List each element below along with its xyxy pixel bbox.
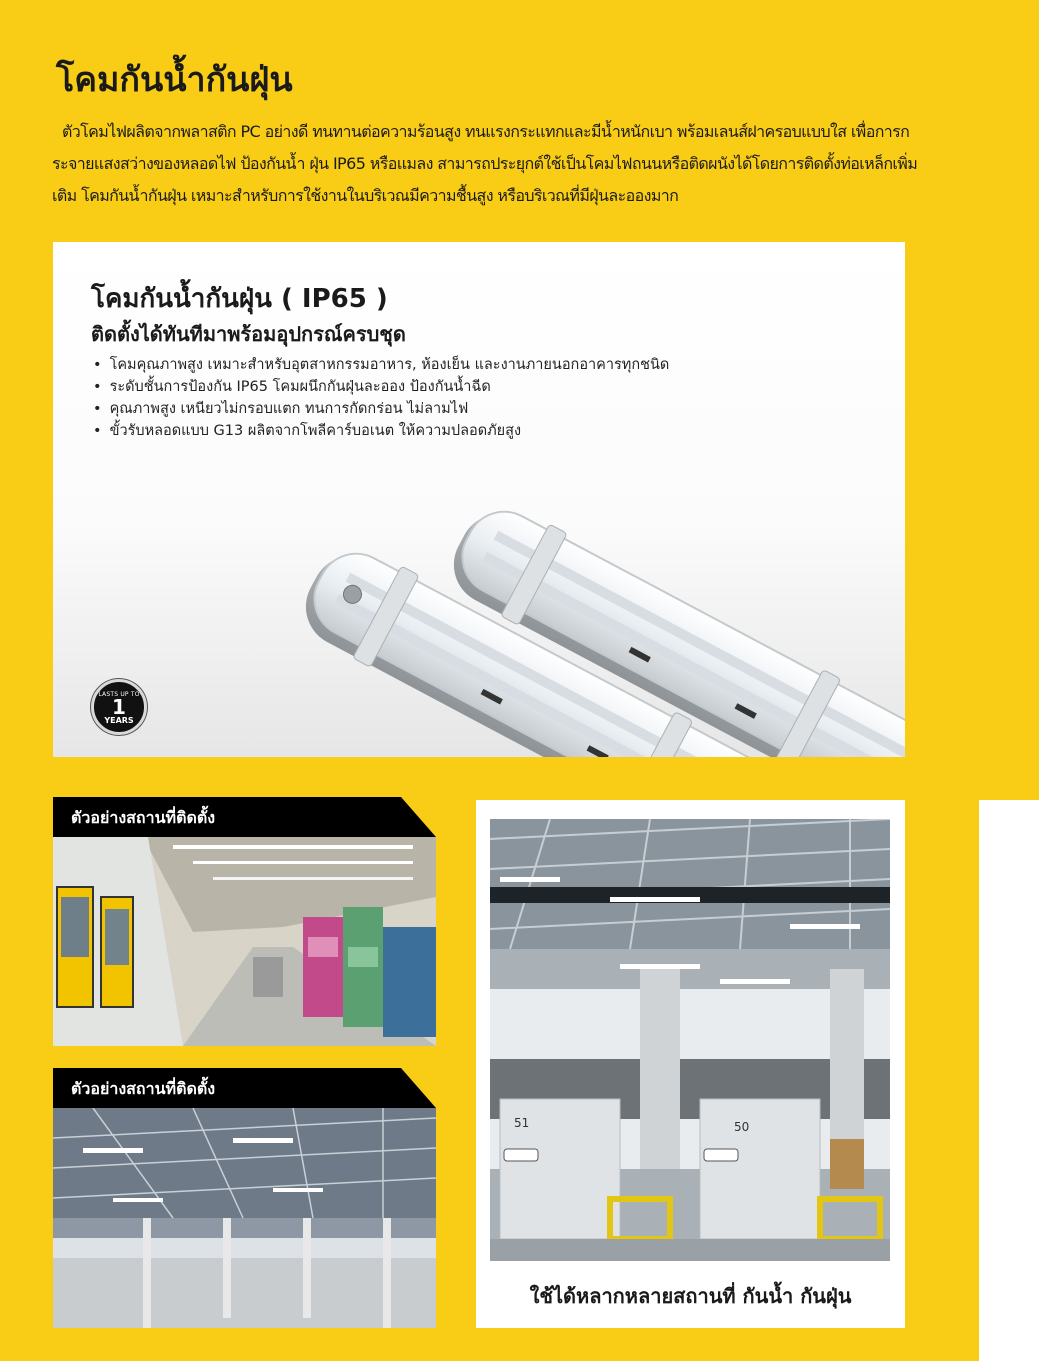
feature-list (93, 354, 669, 442)
feature-item: • ระดับชั้นการป้องกัน IP65 โคมผนึกกันฝุ่นละออง ป้องกันน้ำฉีด (93, 376, 669, 398)
example-section-factory (53, 797, 436, 1046)
product-card (53, 242, 905, 757)
intro-paragraph: ตัวโคมไฟผลิตจากพลาสติก PC อย่างดี ทนทานต่อความร้อนสูง ทนแรงกระแทกและมีน้ำหนักเบา พร้อมเลนส์ฝาครอบแบบใส เพื่อการกระจายแสงสว่างของหลอดไฟ ป้องกันน้ำ ฝุ่น IP65 หรือแมลง สามารถประยุกต์ใช้เป็นโคมไฟถนนหรือติดผนังได้โดยการติดตั้งท่อเหล็กเพิ่มเติม โคมกันน้ำกันฝุ่น เหมาะสำหรับการใช้งานในบริเวณมีความชื้นสูง หรือบริเวณที่มีฝุ่นละอองมาก (52, 122, 918, 205)
badge-bottom-text: YEARS (104, 716, 134, 725)
warranty-badge (91, 679, 147, 735)
feature-item: • โคมคุณภาพสูง เหมาะสำหรับอุตสาหกรรมอาหาร, ห้องเย็น และงานภายนอกอาคารทุกชนิด (93, 354, 669, 376)
badge-number: 1 (112, 695, 126, 719)
badge-top-text: LASTS UP TO (98, 691, 140, 698)
section-label: ตัวอย่างสถานที่ติดตั้ง (71, 808, 216, 827)
product-subtitle: ติดตั้งได้ทันทีมาพร้อมอุปกรณ์ครบชุด (91, 322, 406, 346)
example-section-hall (53, 1068, 436, 1328)
dock-number: 50 (734, 1120, 750, 1134)
loading-dock-panel (476, 800, 905, 1328)
section-banner (53, 1068, 436, 1108)
section-label: ตัวอย่างสถานที่ติดตั้ง (71, 1079, 216, 1098)
product-title: โคมกันน้ำกันฝุ่น ( IP65 ) (91, 284, 388, 314)
hall-photo (53, 1108, 436, 1328)
edge-strip (979, 800, 1039, 1361)
page-title: โคมกันน้ำกันฝุ่น (56, 60, 293, 100)
dock-caption: ใช้ได้หลากหลายสถานที่ กันน้ำ กันฝุ่น (529, 1284, 852, 1308)
loading-dock-photo (490, 819, 890, 1261)
factory-photo (53, 837, 436, 1046)
feature-item: • คุณภาพสูง เหนียวไม่กรอบแตก ทนการกัดกร่อน ไม่ลามไฟ (93, 398, 669, 420)
dock-number: 51 (514, 1116, 530, 1130)
section-banner (53, 797, 436, 837)
feature-item: • ขั้วรับหลอดแบบ G13 ผลิตจากโพลีคาร์บอเนต ให้ความปลอดภัยสูง (93, 420, 669, 442)
